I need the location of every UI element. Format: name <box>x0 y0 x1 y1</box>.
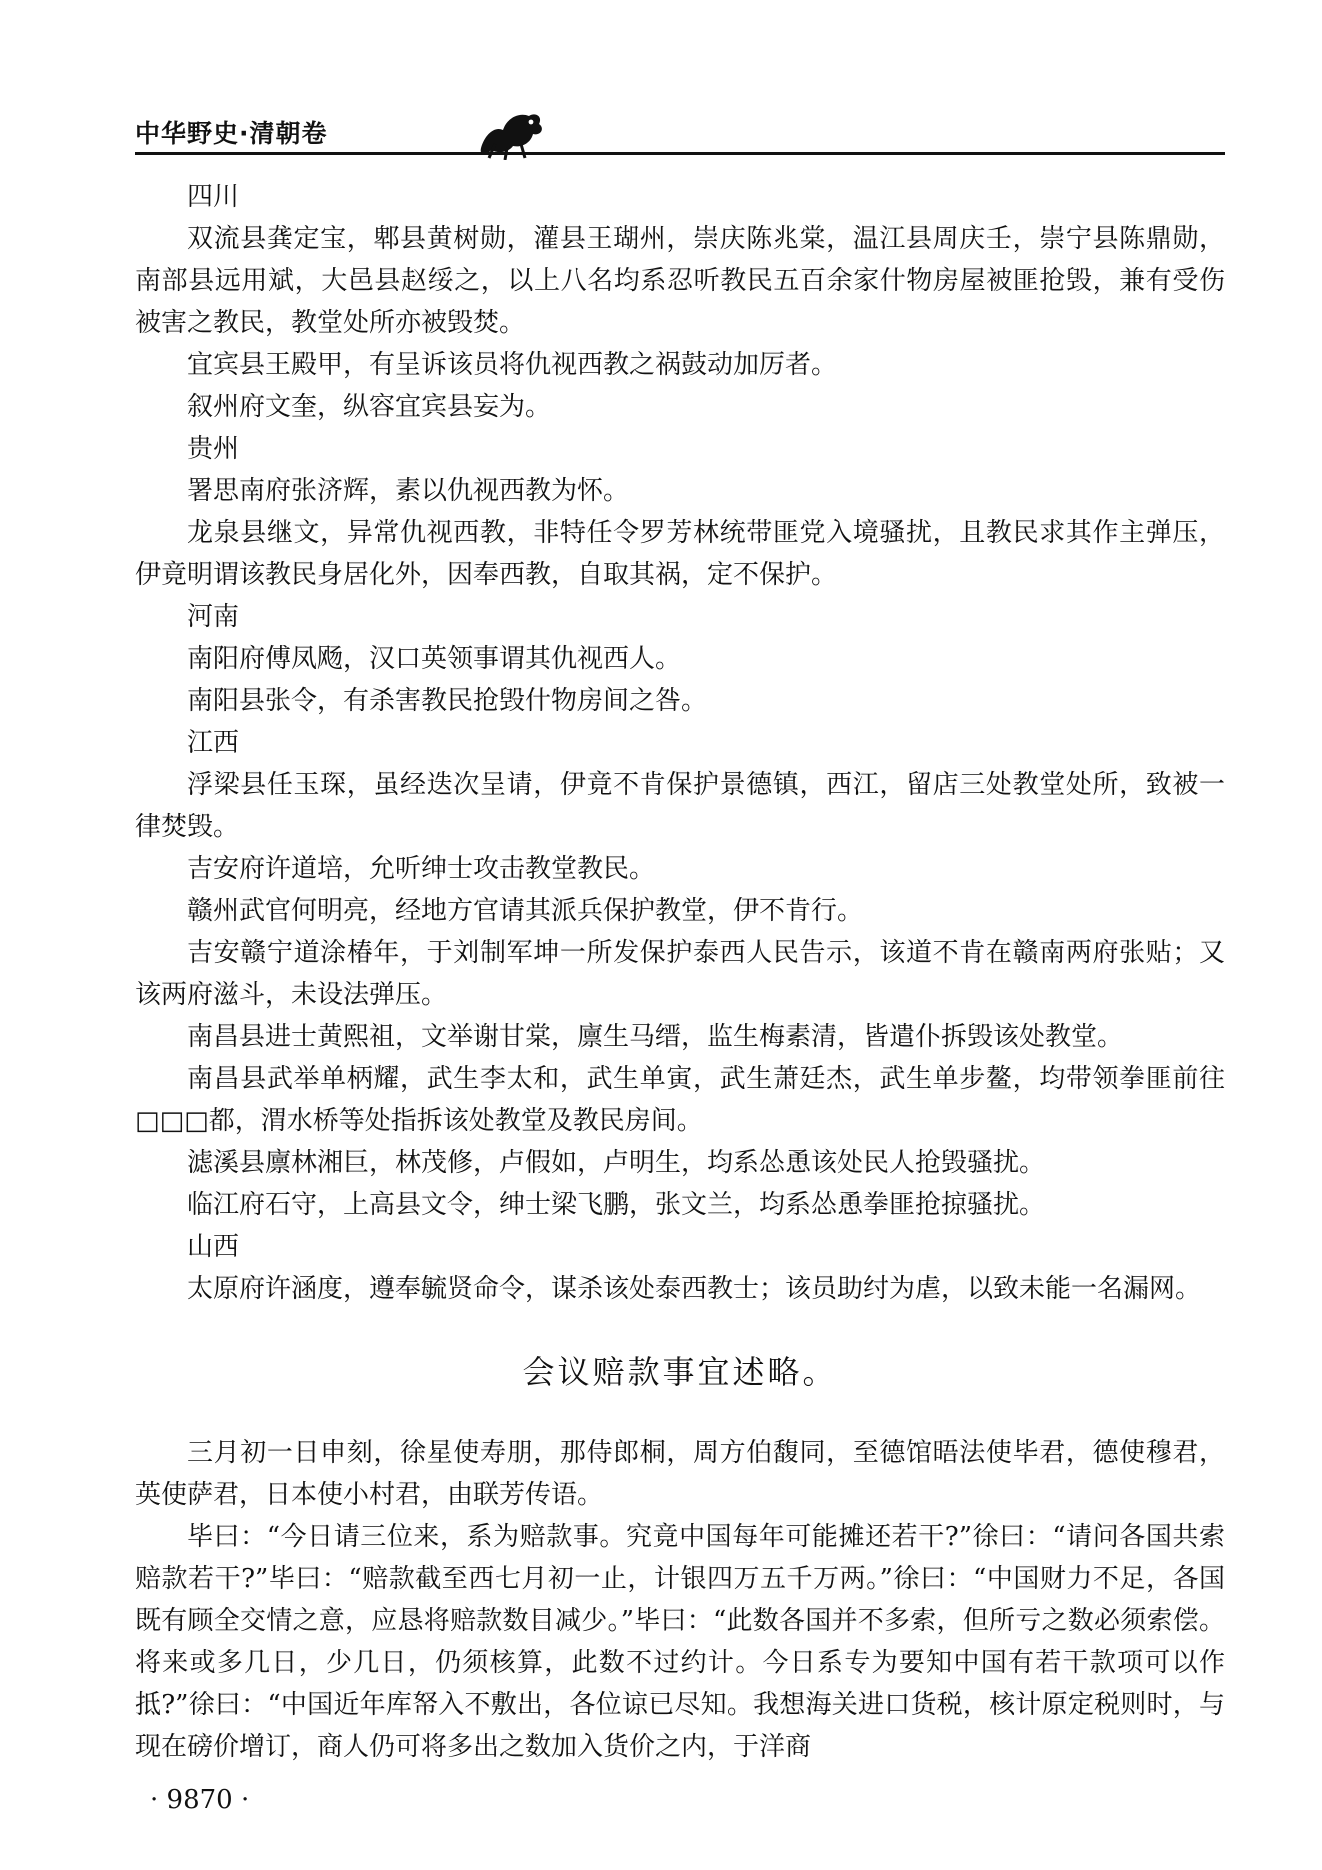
paragraph: 浮梁县任玉琛，虽经迭次呈请，伊竟不肯保护景德镇，西江，留店三处教堂处所，致被一律焚毁。 <box>135 770 1225 842</box>
region-heading: 贵州 <box>187 434 240 464</box>
page-body <box>135 176 1225 1768</box>
paragraph: 南昌县武举单柄耀，武生李太和，武生单寅，武生萧廷杰，武生单步鳌，均带领拳匪前往□□□都，渭水桥等处指拆该处教堂及教民房间。 <box>135 1064 1225 1136</box>
paragraph: 南阳府傅凤飏，汉口英领事谓其仇视西人。 <box>187 644 682 674</box>
region-heading: 江西 <box>187 728 240 758</box>
paragraph: 南昌县进士黄熙祖，文举谢甘棠，廪生马缙，监生梅素清，皆遣仆拆毁该处教堂。 <box>187 1022 1124 1052</box>
paragraph: 毕曰：“今日请三位来，系为赔款事。究竟中国每年可能摊还若干?”徐曰：“请问各国共索赔款若干?”毕曰：“赔款截至西七月初一止，计银四万五千万两。”徐曰：“中国财力不足，各国既有顾全交情之意，应恳将赔款数目减少。”毕曰：“此数各国并不多索，但所亏之数必须索偿。将来或多几日，少几日，仍须核算，此数不过约计。今日系专为要知中国有若干款项可以作抵?”徐曰：“中国近年库帑入不敷出，各位谅已尽知。我想海关进口货税，核计原定税则时，与现在磅价增订，商人仍可将多出之数加入货价之内，于洋商 <box>135 1522 1225 1762</box>
paragraph: 三月初一日申刻，徐星使寿朋，那侍郎桐，周方伯馥同，至德馆晤法使毕君，德使穆君，英使萨君，日本使小村君，由联芳传语。 <box>135 1438 1225 1510</box>
paragraph: 滤溪县廪林湘巨，林茂修，卢假如，卢明生，均系怂恿该处民人抢毁骚扰。 <box>187 1148 1046 1178</box>
section-title: 会议赔款事宜述略。 <box>522 1353 838 1391</box>
page-header <box>135 104 1225 164</box>
paragraph: 龙泉县继文，异常仇视西教，非特任令罗芳林统带匪党入境骚扰，且教民求其作主弹压，伊竟明谓该教民身居化外，因奉西教，自取其祸，定不保护。 <box>135 518 1225 590</box>
header-rule <box>135 152 1225 155</box>
paragraph: 叙州府文奎，纵容宜宾县妄为。 <box>187 392 552 422</box>
paragraph: 宜宾县王殿甲，有呈诉该员将仇视西教之祸鼓动加厉者。 <box>187 350 838 380</box>
page-number: · 9870 · <box>150 1785 250 1815</box>
paragraph: 署思南府张济辉，素以仇视西教为怀。 <box>187 476 630 506</box>
paragraph: 太原府许涵度，遵奉毓贤命令，谋杀该处泰西教士；该员助纣为虐，以致未能一名漏网。 <box>187 1274 1202 1304</box>
region-heading: 山西 <box>187 1232 240 1262</box>
paragraph: 赣州武官何明亮，经地方官请其派兵保护教堂，伊不肯行。 <box>187 896 864 926</box>
region-heading: 河南 <box>187 602 240 632</box>
paragraph: 南阳县张令，有杀害教民抢毁什物房间之咎。 <box>187 686 708 716</box>
paragraph: 吉安赣宁道涂椿年，于刘制军坤一所发保护泰西人民告示，该道不肯在赣南两府张贴；又该两府滋斗，未设法弹压。 <box>135 938 1225 1010</box>
paragraph: 临江府石守，上高县文令，绅士梁飞鹏，张文兰，均系怂恿拳匪抢掠骚扰。 <box>187 1190 1046 1220</box>
paragraph: 吉安府许道培，允听绅士攻击教堂教民。 <box>187 854 656 884</box>
paragraph: 双流县龚定宝，郫县黄树勋，灌县王瑚州，崇庆陈兆棠，温江县周庆壬，崇宁县陈鼎勋，南部县远用斌，大邑县赵绥之，以上八名均系忍听教民五百余家什物房屋被匪抢毁，兼有受伤被害之教民，教堂处所亦被毁焚。 <box>135 224 1225 338</box>
book-title: 中华野史·清朝卷 <box>135 119 328 148</box>
region-heading: 四川 <box>187 182 240 212</box>
